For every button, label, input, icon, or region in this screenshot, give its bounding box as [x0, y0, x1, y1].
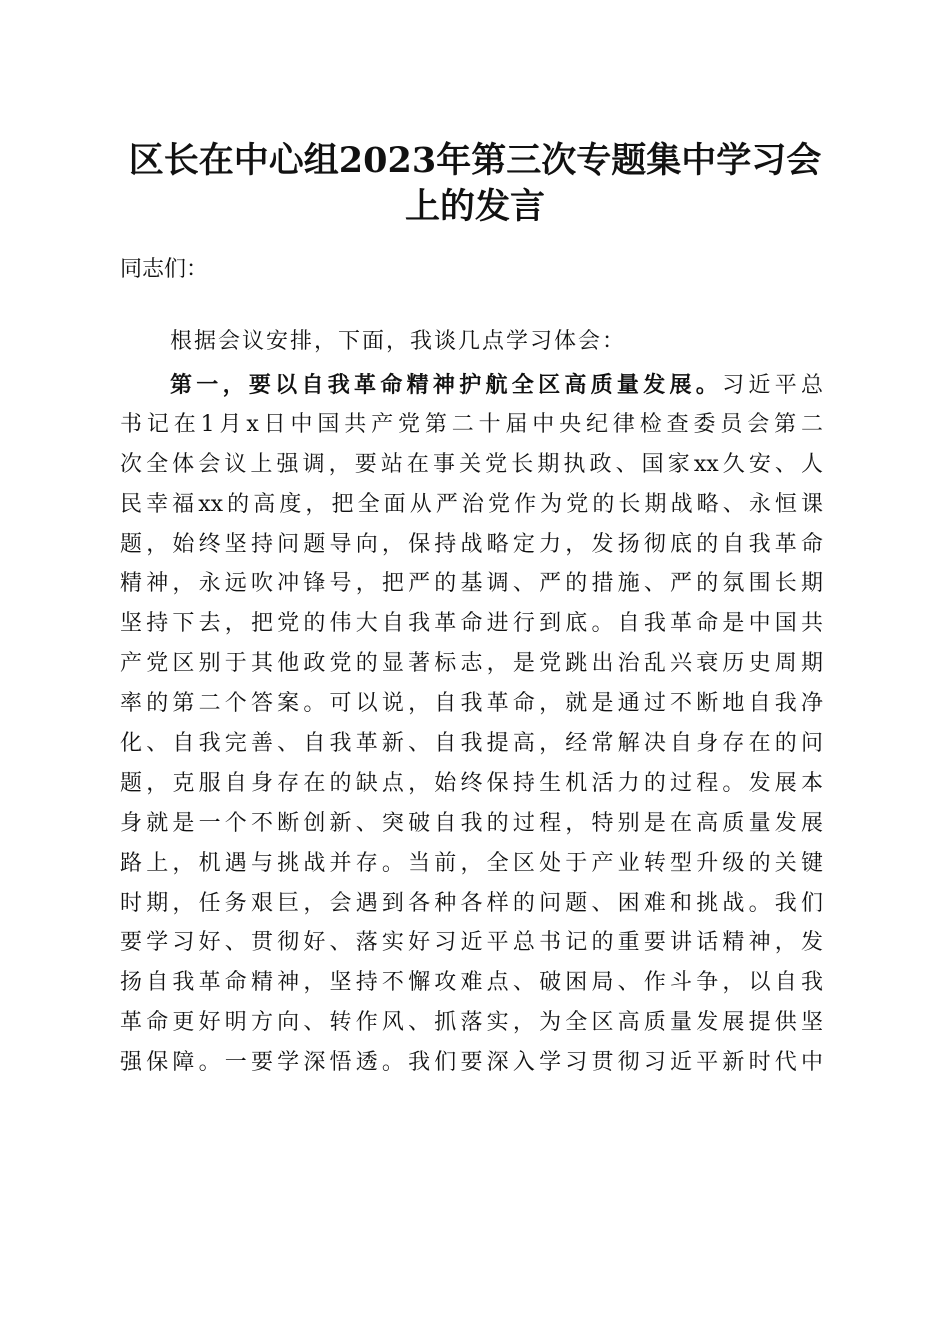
body-line: 精神，永远吹冲锋号，把严的基调、严的措施、严的氛围长期 — [120, 571, 823, 597]
body-line: 产党区别于其他政党的显著标志，是党跳出治乱兴衰历史周期 — [120, 651, 823, 677]
body-line: 民幸福xx的高度，把全面从严治党作为党的长期战略、永恒课 — [120, 491, 823, 517]
body-line: 题，始终坚持问题导向，保持战略定力，发扬彻底的自我革命 — [120, 531, 823, 557]
document-title — [100, 138, 850, 230]
body-line: 率的第二个答案。可以说，自我革命，就是通过不断地自我净 — [120, 691, 823, 717]
body-line: 题，克服自身存在的缺点，始终保持生机活力的过程。发展本 — [120, 770, 823, 796]
body-line: 革命更好明方向、转作风、抓落实，为全区高质量发展提供坚 — [120, 1010, 823, 1036]
body-line: 次全体会议上强调，要站在事关党长期执政、国家xx久安、人 — [120, 451, 823, 477]
body-line: 坚持下去，把党的伟大自我革命进行到底。自我革命是中国共 — [120, 611, 823, 637]
body-line: 扬自我革命精神，坚持不懈攻难点、破困局、作斗争，以自我 — [120, 970, 823, 996]
body-line: 书记在1月x日中国共产党第二十届中央纪律检查委员会第二 — [120, 411, 823, 437]
body-line — [120, 368, 823, 408]
body-line: 路上，机遇与挑战并存。当前，全区处于产业转型升级的关键 — [120, 850, 823, 876]
body-line: 化、自我完善、自我革新、自我提高，经常解决自身存在的问 — [120, 731, 823, 757]
body-line: 强保障。一要学深悟透。我们要深入学习贯彻习近平新时代中 — [120, 1050, 823, 1076]
greeting: 同志们： — [120, 257, 209, 282]
body-text: 习近平总 — [722, 373, 823, 398]
intro-paragraph: 根据会议安排，下面，我谈几点学习体会： — [170, 329, 627, 354]
body-paragraph — [120, 368, 823, 1086]
section-heading: 第一，要以自我革命精神护航全区高质量发展。 — [170, 372, 723, 398]
body-line: 时期，任务艰巨，会遇到各种各样的问题、困难和挑战。我们 — [120, 890, 823, 916]
title-line-1: 区长在中心组2023年第三次专题集中学习会 — [128, 140, 822, 181]
body-line: 身就是一个不断创新、突破自我的过程，特别是在高质量发展 — [120, 810, 823, 836]
title-line-2: 上的发言 — [404, 186, 545, 227]
body-line: 要学习好、贯彻好、落实好习近平总书记的重要讲话精神，发 — [120, 930, 823, 956]
